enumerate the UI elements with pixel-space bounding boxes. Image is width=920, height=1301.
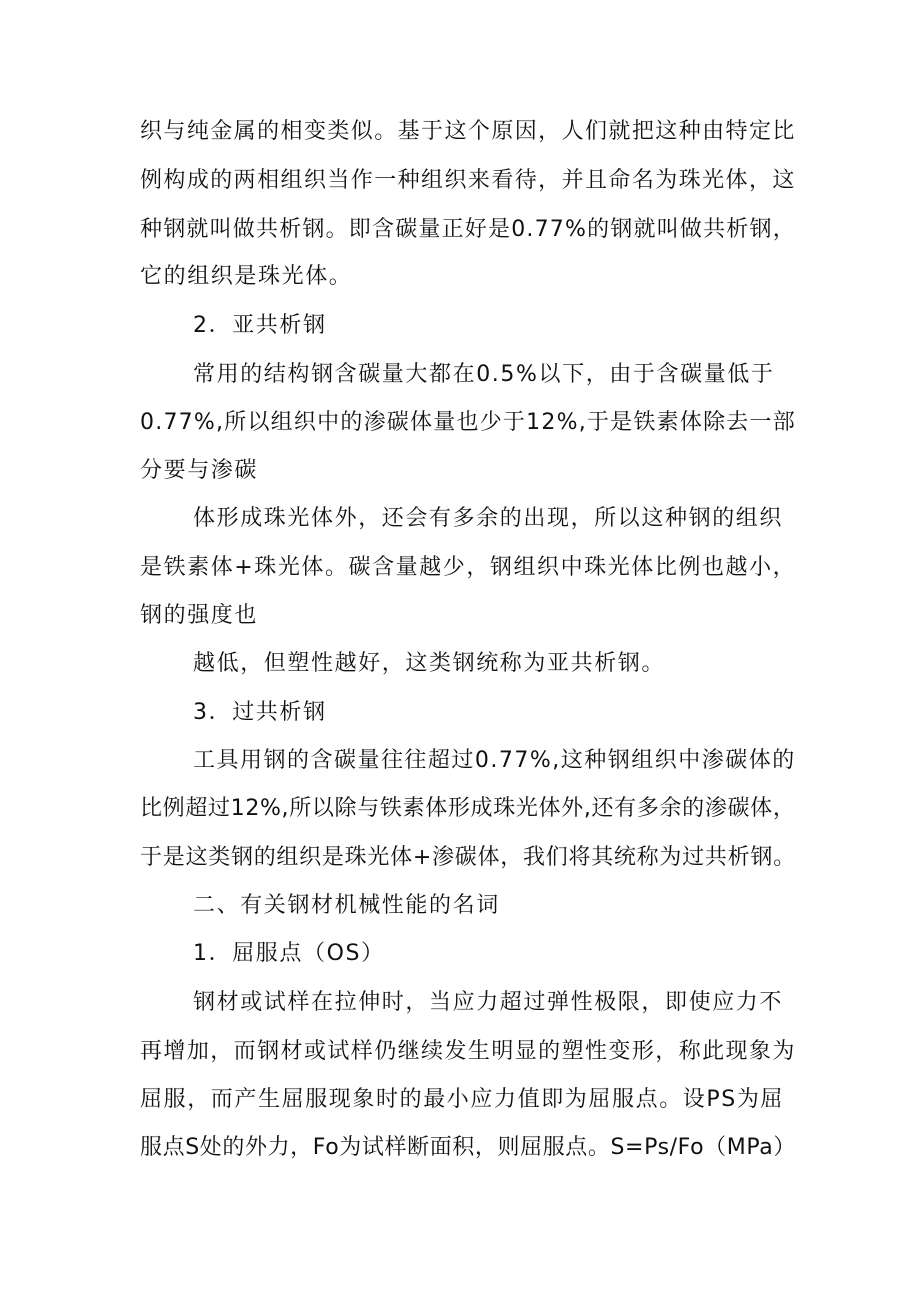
paragraph-line: 0.77%,所以组织中的渗碳体量也少于12%,于是铁素体除去一部 — [140, 410, 796, 435]
paragraph-line: 种钢就叫做共析钢。即含碳量正好是0.77%的钢就叫做共析钢， — [140, 217, 796, 242]
paragraph-line: 工具用钢的含碳量往往超过0.77%,这种钢组织中渗碳体的 — [193, 748, 796, 773]
paragraph-line: 织与纯金属的相变类似。基于这个原因，人们就把这种由特定比 — [140, 119, 796, 144]
paragraph-line: 屈服，而产生屈服现象时的最小应力值即为屈服点。设PS为屈 — [140, 1087, 785, 1112]
subsection-heading: 1．屈服点（OS） — [193, 941, 385, 966]
paragraph-line: 体形成珠光体外，还会有多余的出现，所以这种钢的组织 — [193, 506, 784, 531]
paragraph-line: 服点S处的外力，Fo为试样断面积，则屈服点。S=Ps/Fo（MPa） — [140, 1135, 796, 1160]
subsection-heading: 3．过共析钢 — [193, 700, 327, 725]
paragraph-line: 越低，但塑性越好，这类钢统称为亚共析钢。 — [193, 651, 666, 676]
paragraph-line: 分要与渗碳 — [140, 458, 259, 483]
paragraph-line: 钢的强度也 — [140, 603, 259, 628]
section-heading: 二、有关钢材机械性能的名词 — [193, 893, 500, 918]
paragraph-line: 常用的结构钢含碳量大都在0.5%以下，由于含碳量低于 — [193, 362, 775, 387]
paragraph-line: 是铁素体+珠光体。碳含量越少，钢组织中珠光体比例也越小， — [140, 555, 797, 580]
paragraph-line: 例构成的两相组织当作一种组织来看待，并且命名为珠光体，这 — [140, 168, 796, 193]
paragraph-line: 钢材或试样在拉伸时，当应力超过弹性极限，即使应力不 — [193, 990, 784, 1015]
paragraph-line: 它的组织是珠光体。 — [140, 264, 353, 289]
subsection-heading: 2．亚共析钢 — [193, 313, 327, 338]
paragraph-line: 再增加，而钢材或试样仍继续发生明显的塑性变形，称此现象为 — [140, 1039, 796, 1064]
paragraph-line: 比例超过12%,所以除与铁素体形成珠光体外,还有多余的渗碳体， — [140, 796, 796, 821]
paragraph-line: 于是这类钢的组织是珠光体+渗碳体，我们将其统称为过共析钢。 — [140, 845, 796, 870]
